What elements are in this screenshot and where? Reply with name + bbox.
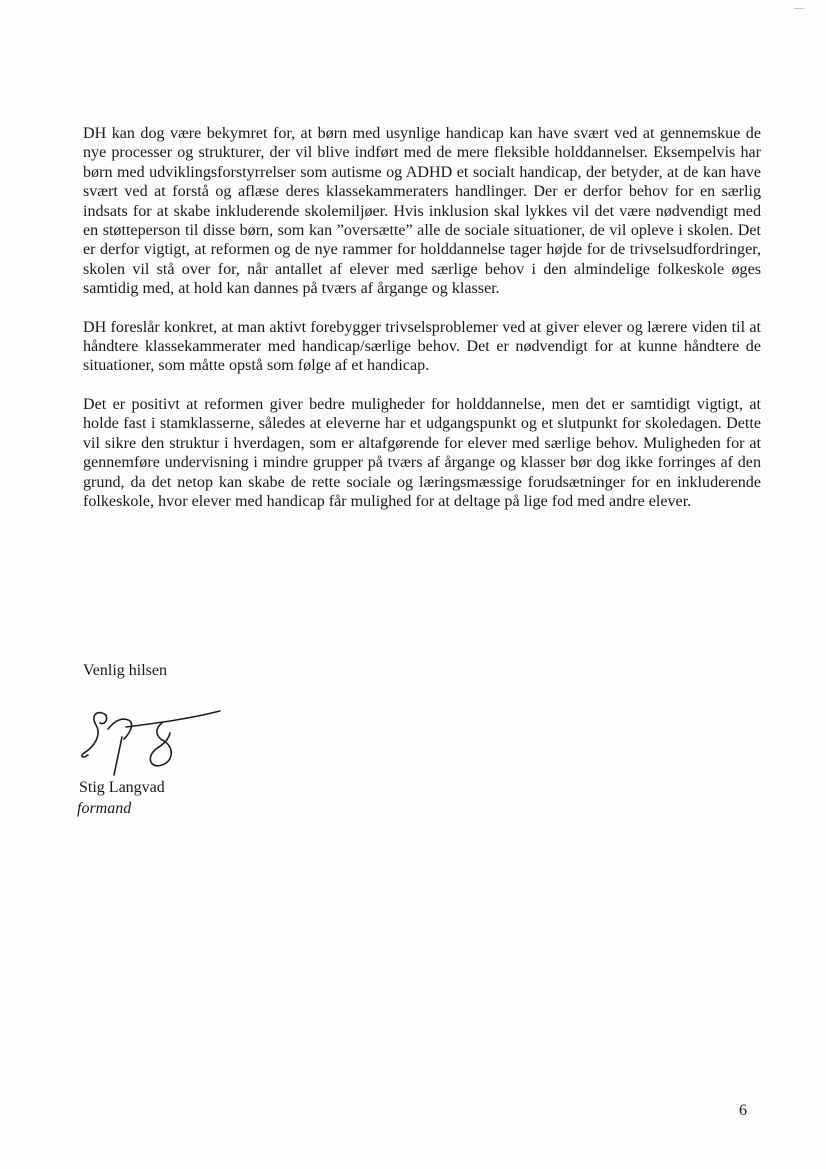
signer-name: Stig Langvad bbox=[79, 779, 165, 796]
closing-greeting: Venlig hilsen bbox=[83, 662, 167, 679]
paragraph-2: DH foreslår konkret, at man aktivt forebygger trivselsproblemer ved at giver elever og lærere viden til at håndtere klassekammerater med handicap/særlige behov. Det er nødvendigt for at kunne håndtere de situationer, som måtte opstå som følge af et handicap. bbox=[83, 318, 761, 375]
scan-mark bbox=[794, 8, 804, 9]
paragraph-1: DH kan dog være bekymret for, at børn med usynlige handicap kan have svært ved at gennemskue de nye processer og strukturer, der vil blive indført med de mere fleksible holddannelser. Eksempelvis har børn med udviklingsforstyrrelser som autisme og ADHD et socialt handicap, der betyder, at de kan have svært ved at forstå og aflæse deres klassekammeraters handlinger. Der er derfor behov for en særlig indsats for at skabe inkluderende skolemiljøer. Hvis inklusion skal lykkes vil det være nødvendigt med en støtteperson til disse børn, som kan ”oversætte” alle de sociale situationer, de vil opleve i skolen. Det er derfor vigtigt, at reformen og de nye rammer for holddannelse tager højde for de trivselsudfordringer, skolen vil stå over for, når antallet af elever med særlige behov i den almindelige folkeskole øges samtidig med, at hold kan dannes på tværs af årgange og klasser. bbox=[83, 125, 761, 298]
letter-body bbox=[83, 124, 761, 530]
signer-role: formand bbox=[77, 800, 132, 817]
paragraph-3: Det er positivt at reformen giver bedre muligheder for holddannelse, men det er samtidigt vigtigt, at holde fast i stamklasserne, således at eleverne har et udgangspunkt og et slutpunkt for skoledagen. Dette vil sikre den struktur i hverdagen, som er altafgørende for elever med særlige behov. Muligheden for at gennemføre undervisning i mindre grupper på tværs af årgange og klasser bør dog ikke forringes af den grund, da det netop kan skabe de rette sociale og læringsmæssige forudsætninger for en inkluderende folkeskole, hvor elever med handicap får mulighed for at deltage på lige fod med andre elever. bbox=[83, 395, 761, 510]
handwritten-signature bbox=[78, 703, 228, 781]
page-number: 6 bbox=[739, 1102, 747, 1119]
